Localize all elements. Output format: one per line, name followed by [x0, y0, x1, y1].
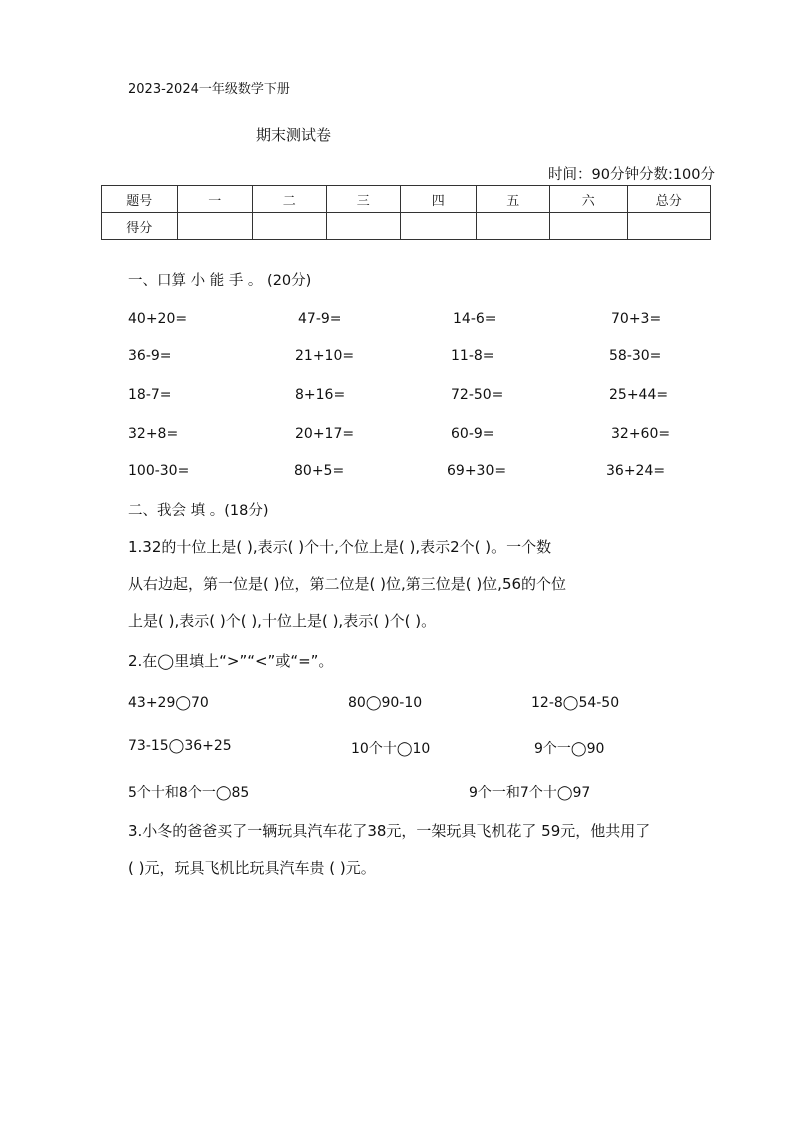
score-cell[interactable] — [177, 213, 253, 240]
score-cell[interactable] — [476, 213, 550, 240]
score-cell[interactable] — [401, 213, 477, 240]
score-table-score-row — [102, 213, 711, 240]
calc-item: 25+44= — [609, 387, 669, 403]
compare-item: 12-8◯54-50 — [531, 695, 620, 711]
q1-line: 从右边起，第一位是( )位，第二位是( )位,第三位是( )位,56的个位 — [128, 575, 567, 593]
section2-heading: 二、我会 填 。(18分) — [128, 503, 269, 519]
section1-heading: 一、口算 小 能 手 。 (20分) — [128, 273, 312, 289]
score-cell[interactable] — [326, 213, 401, 240]
calc-item: 32+8= — [128, 426, 179, 442]
score-cell[interactable] — [253, 213, 327, 240]
compare-item: 5个十和8个一◯85 — [128, 785, 250, 801]
calc-item: 47-9= — [298, 311, 342, 327]
calc-item: 100-30= — [128, 463, 190, 479]
calc-item: 21+10= — [295, 348, 355, 364]
page-title: 期末测试卷 — [256, 126, 332, 144]
calc-item: 11-8= — [451, 348, 495, 364]
calc-item: 72-50= — [451, 387, 504, 403]
q1-line: 上是( ),表示( )个( ),十位上是( ),表示( )个( )。 — [128, 612, 437, 630]
score-row-label: 得分 — [102, 213, 178, 240]
score-header-cell: 三 — [326, 186, 401, 213]
calc-item: 18-7= — [128, 387, 172, 403]
compare-item: 73-15◯36+25 — [128, 738, 232, 754]
header-year-subject: 2023-2024一年级数学下册 — [128, 82, 290, 97]
score-header-cell: 五 — [476, 186, 550, 213]
compare-item: 10个十◯10 — [351, 741, 431, 757]
score-header-cell: 六 — [550, 186, 627, 213]
calc-item: 20+17= — [295, 426, 355, 442]
q1-line: 1.32的十位上是( ),表示( )个十,个位上是( ),表示2个( )。一个数 — [128, 538, 552, 556]
q3-line: 3.小冬的爸爸买了一辆玩具汽车花了38元，一架玩具飞机花了 59元，他共用了 — [128, 822, 651, 840]
score-header-cell: 题号 — [102, 186, 178, 213]
calc-item: 60-9= — [451, 426, 495, 442]
score-header-cell: 四 — [401, 186, 477, 213]
calc-item: 40+20= — [128, 311, 188, 327]
q2-prompt: 2.在◯里填上“>”“<”或“=”。 — [128, 652, 334, 670]
score-header-cell: 二 — [253, 186, 327, 213]
calc-item: 8+16= — [295, 387, 346, 403]
calc-item: 36-9= — [128, 348, 172, 364]
calc-item: 69+30= — [447, 463, 507, 479]
compare-item: 43+29◯70 — [128, 695, 209, 711]
score-cell[interactable] — [550, 213, 627, 240]
calc-item: 70+3= — [611, 311, 662, 327]
compare-item: 9个一和7个十◯97 — [469, 785, 591, 801]
compare-item: 80◯90-10 — [348, 695, 423, 711]
score-cell[interactable] — [627, 213, 710, 240]
score-header-cell: 一 — [177, 186, 253, 213]
score-header-cell: 总分 — [627, 186, 710, 213]
score-table — [101, 185, 711, 240]
calc-item: 32+60= — [611, 426, 671, 442]
score-table-header-row — [102, 186, 711, 213]
calc-item: 14-6= — [453, 311, 497, 327]
calc-item: 36+24= — [606, 463, 666, 479]
time-score-info: 时间：90分钟分数:100分 — [548, 167, 716, 183]
compare-item: 9个一◯90 — [534, 741, 605, 757]
q3-line: ( )元，玩具飞机比玩具汽车贵 ( )元。 — [128, 859, 376, 877]
calc-item: 58-30= — [609, 348, 662, 364]
calc-item: 80+5= — [294, 463, 345, 479]
